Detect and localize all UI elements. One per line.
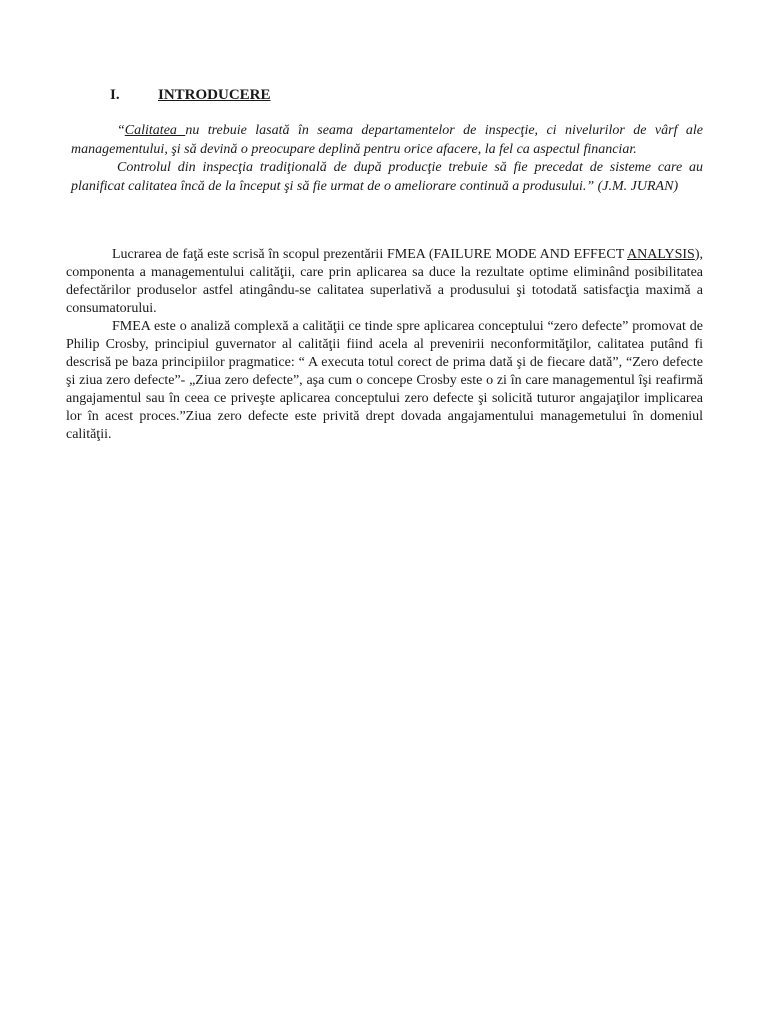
section-number: I. [110,87,120,103]
section-title: INTRODUCERE [158,87,271,103]
quote-underlined-word: Calitatea [124,123,186,138]
section-heading [110,86,271,104]
body-paragraph-1 [66,246,703,318]
quote-paragraph-2: Controlul din inspecţia tradiţională de după producţie trebuie să fie precedat de sisteme care au planificat calitatea încă de la început şi să fie urmat de o ameliorare continuă a produsului.” (J.M. JURAN) [71,160,703,194]
body-text [66,246,703,444]
quote-text-1: nu trebuie lasată în seama departamentelor de inspecţie, ci nivelurilor de vârf ale managementului, şi să devină o preocupare deplină pentru orice afacere, la fel ca aspectul financiar. [71,123,703,157]
epigraph-quote [71,122,703,196]
body-text-1b: ), componenta a managementului calităţii, care prin aplicarea sa duce la rezultate optime eliminând posibilitatea defectărilor produselor astfel atingându-se calitatea superlativă a produsului şi totodată satisfacţia maximă a consumatorului. [66,247,703,316]
quote-paragraph-1 [71,122,703,159]
body-paragraph-2: FMEA este o analiză complexă a calităţii ce tinde spre aplicarea conceptului “zero defecte” promovat de Philip Crosby, principiul guvernator al calităţii fiind acela al prevenirii neconformităţilor, calitatea putând fi descrisă pe baza principiilor pragmatice: “ A executa totul corect de prima dată şi de fiecare dată”, “Zero defecte şi ziua zero defecte”- „Ziua zero defecte”, aşa cum o concepe Crosby este o zi în care managementul îşi reafirmă angajamentul sau în ceea ce priveşte aplicarea conceptului zero defecte şi solicită tuturor angajaţilor implicarea lor în acest proces.”Ziua zero defecte este privită drept dovada angajamentului managemetului în domeniul calităţii. [66,319,703,442]
quote-open-mark: “ [117,123,125,138]
body-text-1a: Lucrarea de faţă este scrisă în scopul prezentării FMEA (FAILURE MODE AND EFFECT [112,247,627,262]
body-underlined-text: ANALYSIS [627,247,695,262]
